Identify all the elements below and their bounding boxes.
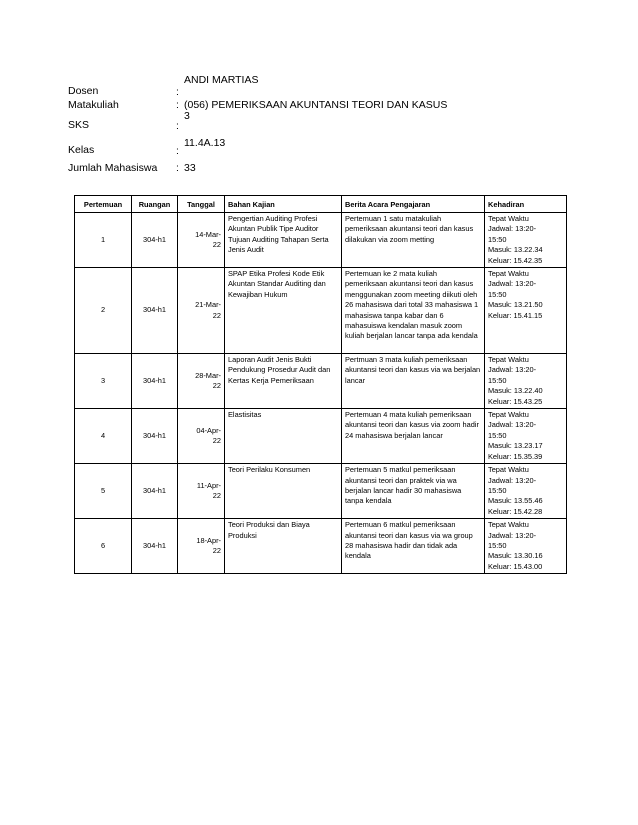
cell-tanggal: 11-Apr- 22 [178,464,225,519]
header-berita-acara: Berita Acara Pengajaran [342,196,485,213]
cell-tanggal: 21-Mar- 22 [178,268,225,354]
dosen-colon: : [176,86,179,98]
dosen-label: Dosen [68,85,99,97]
kelas-colon: : [176,145,179,157]
cell-bahan-kajian: Laporan Audit Jenis Bukti Pendukung Prosedur Audit dan Kertas Kerja Pemeriksaan [225,354,342,409]
cell-ruangan: 304-h1 [132,409,178,464]
cell-pertemuan: 3 [75,354,132,409]
cell-pertemuan: 5 [75,464,132,519]
attendance-table [74,195,567,574]
matakuliah-value: (056) PEMERIKSAAN AKUNTANSI TEORI DAN KASUS [184,99,448,111]
header-kehadiran: Kehadiran [485,196,567,213]
cell-pertemuan: 6 [75,519,132,574]
cell-pertemuan: 4 [75,409,132,464]
cell-kehadiran: Tepat Waktu Jadwal: 13:20- 15:50 Masuk: 13.55.46 Keluar: 15.42.28 [485,464,567,519]
kelas-label: Kelas [68,144,95,156]
header-tanggal: Tanggal [178,196,225,213]
cell-bahan-kajian: Pengertian Auditing Profesi Akuntan Publik Tipe Auditor Tujuan Auditing Tahapan Serta Jenis Audit [225,213,342,268]
cell-pertemuan: 1 [75,213,132,268]
cell-berita-acara: Pertemuan 1 satu matakuliah pemeriksaan akuntansi teori dan kasus dilakukan via zoom metting [342,213,485,268]
dosen-value: ANDI MARTIAS [184,74,259,86]
matakuliah-colon: : [176,99,179,111]
jumlah-label: Jumlah Mahasiswa [68,162,158,174]
cell-ruangan: 304-h1 [132,464,178,519]
cell-kehadiran: Tepat Waktu Jadwal: 13:20- 15:50 Masuk: 13.23.17 Keluar: 15.35.39 [485,409,567,464]
cell-berita-acara: Pertemuan ke 2 mata kuliah pemeriksaan akuntansi teori dan kasus menggunakan zoom meeting diikuti oleh 26 mahasiswa dari total 33 mahasiswa 1 mahasiswa tanpa kabar dan 6 mahasuiswa kendalan masuk zoom kuliah berjalan lancar tanpa ada kendala [342,268,485,354]
cell-bahan-kajian: Elastisitas [225,409,342,464]
cell-tanggal: 28-Mar- 22 [178,354,225,409]
cell-berita-acara: Pertemuan 5 matkul pemeriksaan akuntansi teori dan praktek via wa berjalan lancar hadir 30 mahasiswa tanpa kendala [342,464,485,519]
table-row [75,464,567,519]
table-row [75,354,567,409]
cell-berita-acara: Pertemuan 4 mata kuliah pemeriksaan akuntansi teori dan kasus via zoom hadir 24 mahasiswa berjalan lancar [342,409,485,464]
cell-ruangan: 304-h1 [132,268,178,354]
cell-pertemuan: 2 [75,268,132,354]
sks-label: SKS [68,119,90,131]
cell-bahan-kajian: Teori Produksi dan Biaya Produksi [225,519,342,574]
cell-ruangan: 304-h1 [132,213,178,268]
table-row [75,213,567,268]
header-bahan-kajian: Bahan Kajian [225,196,342,213]
cell-ruangan: 304-h1 [132,519,178,574]
table-row [75,268,567,354]
cell-bahan-kajian: SPAP Etika Profesi Kode Etik Akuntan Standar Auditing dan Kewajiban Hukum [225,268,342,354]
cell-kehadiran: Tepat Waktu Jadwal: 13:20- 15:50 Masuk: 13.22.40 Keluar: 15.43.25 [485,354,567,409]
cell-kehadiran: Tepat Waktu Jadwal: 13:20- 15:50 Masuk: 13.21.50 Keluar: 15.41.15 [485,268,567,354]
matakuliah-label: Matakuliah [68,99,119,111]
kelas-value: 11.4A.13 [184,137,226,149]
cell-tanggal: 14-Mar- 22 [178,213,225,268]
table-row [75,519,567,574]
cell-kehadiran: Tepat Waktu Jadwal: 13:20- 15:50 Masuk: 13.30.16 Keluar: 15.43.00 [485,519,567,574]
cell-tanggal: 04-Apr- 22 [178,409,225,464]
header-pertemuan: Pertemuan [75,196,132,213]
sks-value: 3 [184,110,190,122]
table-header-row [75,196,567,213]
cell-ruangan: 304-h1 [132,354,178,409]
table-row [75,409,567,464]
cell-berita-acara: Pertmuan 3 mata kuliah pemeriksaan akuntansi teori dan kasus via wa berjalan lancar [342,354,485,409]
sks-colon: : [176,120,179,132]
cell-berita-acara: Pertemuan 6 matkul pemeriksaan akuntansi teori dan kasus via wa group 28 mahasiswa hadir dan tidak ada kendala [342,519,485,574]
jumlah-value: 33 [184,162,196,174]
cell-tanggal: 18-Apr- 22 [178,519,225,574]
header-ruangan: Ruangan [132,196,178,213]
cell-kehadiran: Tepat Waktu Jadwal: 13:20- 15:50 Masuk: 13.22.34 Keluar: 15.42.35 [485,213,567,268]
jumlah-colon: : [176,162,179,174]
cell-bahan-kajian: Teori Perilaku Konsumen [225,464,342,519]
